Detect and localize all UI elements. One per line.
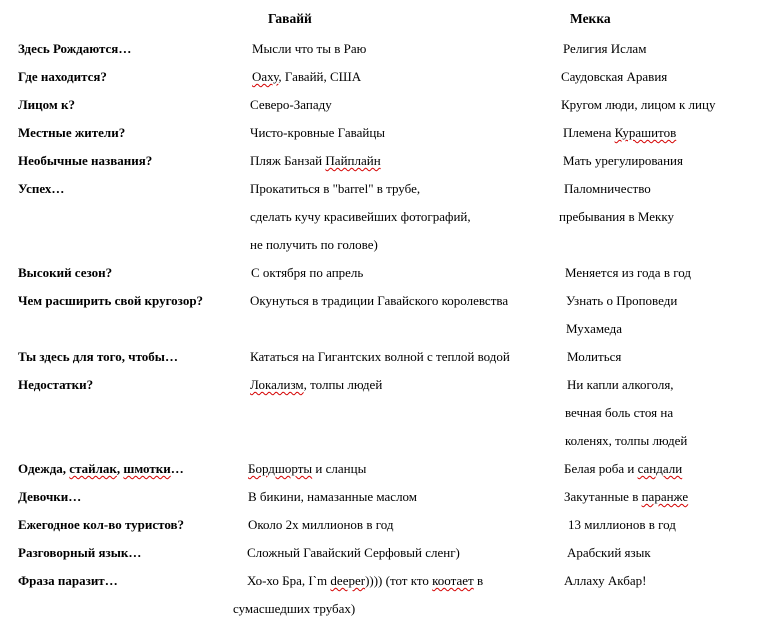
mecca-cell (564, 455, 682, 483)
mecca-cell: Аллаху Акбар! (564, 573, 647, 588)
table-row (0, 343, 780, 371)
row-label: Недостатки? (18, 377, 94, 392)
table-row (0, 399, 780, 427)
table-row (0, 231, 780, 259)
mecca-cell-text: Закутанные в (564, 489, 642, 504)
hawaii-cell: Сложный Гавайский Серфовый сленг) (247, 545, 460, 560)
misspelled-word: паранже (641, 489, 689, 504)
table-row (0, 259, 780, 287)
hawaii-cell-text: )))) (тот кто (365, 573, 433, 588)
row-label: Чем расширить свой кругозор? (18, 293, 204, 308)
hawaii-cell-text: Хо-хо Бра, I`m (247, 573, 331, 588)
hawaii-cell: Кататься на Гигантских волной с теплой водой (250, 349, 510, 364)
hawaii-cell-text: в (473, 573, 484, 588)
table-row (0, 511, 780, 539)
hawaii-cell: сумасшедших трубах) (233, 601, 356, 616)
mecca-cell (564, 483, 688, 511)
table-row (0, 91, 780, 119)
misspelled-word: сандали (637, 461, 683, 476)
mecca-cell: вечная боль стоя на (565, 405, 674, 420)
mecca-cell: Ни капли алкоголя, (567, 377, 674, 392)
misspelled-word: стайлак (69, 461, 117, 476)
table-row (0, 539, 780, 567)
row-label-text: … (170, 461, 184, 476)
table-row (0, 595, 780, 623)
table-row (0, 203, 780, 231)
table-row (0, 147, 780, 175)
mecca-cell: Мать урегулирования (563, 153, 683, 168)
misspelled-word: коотает (432, 573, 474, 588)
row-label: Здесь Рождаются… (18, 41, 132, 56)
table-row (0, 371, 780, 399)
row-label: Местные жители? (18, 125, 126, 140)
table-row (0, 483, 780, 511)
misspelled-word: Локализм (250, 377, 304, 392)
mecca-cell: Узнать о Проповеди (566, 293, 678, 308)
hawaii-cell: В бикини, намазанные маслом (248, 489, 418, 504)
mecca-cell: Саудовская Аравия (561, 69, 668, 84)
mecca-cell (563, 119, 676, 147)
row-label: Лицом к? (18, 97, 76, 112)
misspelled-word: Курашитов (614, 125, 677, 140)
misspelled-word: Бордшорты (248, 461, 313, 476)
row-label-text: , (116, 461, 124, 476)
table-row (0, 315, 780, 343)
hawaii-cell: Мысли что ты в Раю (252, 41, 367, 56)
hawaii-cell: сделать кучу красивейших фотографий, (250, 209, 471, 224)
column-header-mecca: Мекка (570, 11, 611, 26)
table-row (0, 427, 780, 455)
row-label: Ежегодное кол-во туристов? (18, 517, 185, 532)
mecca-cell: Паломничество (564, 181, 651, 196)
table-row (0, 35, 780, 63)
hawaii-cell: Окунуться в традиции Гавайского королевства (250, 293, 509, 308)
misspelled-word: deeper (330, 573, 366, 588)
hawaii-cell: Прокатиться в "barrel" в трубе, (250, 181, 421, 196)
hawaii-cell (247, 567, 483, 595)
hawaii-cell: Чисто-кровные Гавайцы (250, 125, 386, 140)
misspelled-word: Оаху (252, 69, 279, 84)
mecca-cell-text: Племена (563, 125, 615, 140)
hawaii-cell-text: , толпы людей (303, 377, 383, 392)
table-row (0, 455, 780, 483)
mecca-cell: Религия Ислам (563, 41, 647, 56)
mecca-cell: Кругом люди, лицом к лицу (561, 97, 716, 112)
mecca-cell: Меняется из года в год (565, 265, 691, 280)
hawaii-cell: Около 2х миллионов в год (248, 517, 394, 532)
hawaii-cell (248, 455, 366, 483)
mecca-cell: Арабский язык (567, 545, 651, 560)
mecca-cell: Мухамеда (566, 321, 623, 336)
row-label: Разговорный язык… (18, 545, 142, 560)
mecca-cell: 13 миллионов в год (568, 517, 676, 532)
hawaii-cell: С октября по апрель (251, 265, 364, 280)
hawaii-cell-text: Пляж Банзай (250, 153, 326, 168)
misspelled-word: шмотки (123, 461, 171, 476)
row-label: Успех… (18, 181, 65, 196)
row-label: Необычные названия? (18, 153, 153, 168)
table-row (0, 567, 780, 595)
mecca-cell: Молиться (567, 349, 622, 364)
hawaii-cell (250, 371, 382, 399)
row-label (18, 455, 184, 483)
hawaii-cell-text: и сланцы (312, 461, 367, 476)
mecca-cell: пребывания в Мекку (559, 209, 674, 224)
hawaii-cell: Северо-Западу (250, 97, 332, 112)
row-label-text: Одежда, (18, 461, 70, 476)
row-label: Высокий сезон? (18, 265, 113, 280)
table-row (0, 175, 780, 203)
mecca-cell: коленях, толпы людей (565, 433, 688, 448)
hawaii-cell: не получить по голове) (250, 237, 378, 252)
table-row (0, 287, 780, 315)
mecca-cell-text: Белая роба и (564, 461, 638, 476)
table-row (0, 119, 780, 147)
row-label: Где находится? (18, 69, 107, 84)
hawaii-cell (250, 147, 381, 175)
hawaii-cell-text: , Гавайй, США (278, 69, 362, 84)
row-label: Девочки… (18, 489, 82, 504)
table-row (0, 63, 780, 91)
column-header-hawaii: Гавайй (268, 11, 312, 26)
row-label: Ты здесь для того, чтобы… (18, 349, 178, 364)
hawaii-cell (252, 63, 361, 91)
row-label: Фраза паразит… (18, 573, 118, 588)
misspelled-word: Пайплайн (325, 153, 381, 168)
